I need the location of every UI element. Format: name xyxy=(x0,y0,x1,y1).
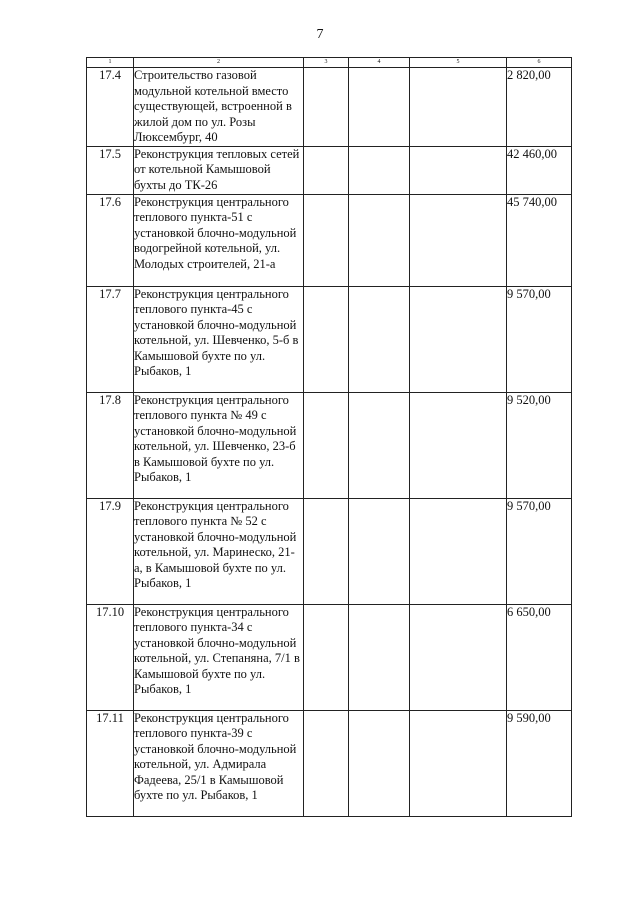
column-header: 1 xyxy=(87,58,134,68)
item-amount: 6 650,00 xyxy=(507,604,572,710)
column-header: 4 xyxy=(349,58,410,68)
item-number: 17.5 xyxy=(87,146,134,194)
item-number: 17.8 xyxy=(87,392,134,498)
empty-cell xyxy=(349,604,410,710)
item-amount: 9 590,00 xyxy=(507,710,572,816)
item-name: Реконструкция центрального теплового пункта № 49 с установкой блочно-модульной котельной, ул. Шевченко, 23-б в Камышовой бухте по ул. Рыбаков, 1 xyxy=(134,392,304,498)
item-number: 17.10 xyxy=(87,604,134,710)
item-amount: 2 820,00 xyxy=(507,68,572,147)
empty-cell xyxy=(349,286,410,392)
item-name: Реконструкция тепловых сетей от котельной Камышовой бухты до ТК-26 xyxy=(134,146,304,194)
table-row xyxy=(87,194,572,286)
empty-cell xyxy=(349,498,410,604)
empty-cell xyxy=(410,286,507,392)
page-number: 7 xyxy=(316,27,324,42)
column-header: 6 xyxy=(507,58,572,68)
item-amount: 9 520,00 xyxy=(507,392,572,498)
item-number: 17.9 xyxy=(87,498,134,604)
item-name: Реконструкция центрального теплового пункта-51 с установкой блочно-модульной водогрейной котельной, ул. Молодых строителей, 21-а xyxy=(134,194,304,286)
empty-cell xyxy=(304,68,349,147)
item-name: Реконструкция центрального теплового пункта-39 с установкой блочно-модульной котельной, ул. Адмирала Фадеева, 25/1 в Камышовой бухте по ул. Рыбаков, 1 xyxy=(134,710,304,816)
item-amount: 9 570,00 xyxy=(507,286,572,392)
empty-cell xyxy=(410,604,507,710)
works-table xyxy=(86,57,572,817)
empty-cell xyxy=(349,68,410,147)
table-row xyxy=(87,146,572,194)
empty-cell xyxy=(349,194,410,286)
empty-cell xyxy=(304,286,349,392)
empty-cell xyxy=(304,604,349,710)
empty-cell xyxy=(410,710,507,816)
empty-cell xyxy=(349,392,410,498)
column-header: 5 xyxy=(410,58,507,68)
table-row xyxy=(87,392,572,498)
empty-cell xyxy=(304,710,349,816)
empty-cell xyxy=(349,710,410,816)
item-name: Строительство газовой модульной котельной вместо существующей, встроенной в жилой дом по ул. Розы Люксембург, 40 xyxy=(134,68,304,147)
empty-cell xyxy=(304,498,349,604)
empty-cell xyxy=(410,194,507,286)
item-number: 17.7 xyxy=(87,286,134,392)
table-row xyxy=(87,498,572,604)
table-row xyxy=(87,68,572,147)
column-number-row xyxy=(87,58,572,68)
empty-cell xyxy=(304,146,349,194)
table-row xyxy=(87,286,572,392)
item-number: 17.6 xyxy=(87,194,134,286)
item-name: Реконструкция центрального теплового пункта-45 с установкой блочно-модульной котельной, ул. Шевченко, 5-б в Камышовой бухте по ул. Рыбаков, 1 xyxy=(134,286,304,392)
item-number: 17.4 xyxy=(87,68,134,147)
empty-cell xyxy=(410,68,507,147)
item-name: Реконструкция центрального теплового пункта № 52 с установкой блочно-модульной котельной, ул. Маринеско, 21-а, в Камышовой бухте по ул. Рыбаков, 1 xyxy=(134,498,304,604)
empty-cell xyxy=(304,392,349,498)
item-amount: 9 570,00 xyxy=(507,498,572,604)
item-amount: 42 460,00 xyxy=(507,146,572,194)
empty-cell xyxy=(410,146,507,194)
column-header: 2 xyxy=(134,58,304,68)
empty-cell xyxy=(410,392,507,498)
table-row xyxy=(87,710,572,816)
column-header: 3 xyxy=(304,58,349,68)
item-number: 17.11 xyxy=(87,710,134,816)
empty-cell xyxy=(304,194,349,286)
item-name: Реконструкция центрального теплового пункта-34 с установкой блочно-модульной котельной, ул. Степаняна, 7/1 в Камышовой бухте по ул. Рыбаков, 1 xyxy=(134,604,304,710)
item-amount: 45 740,00 xyxy=(507,194,572,286)
empty-cell xyxy=(349,146,410,194)
empty-cell xyxy=(410,498,507,604)
table-row xyxy=(87,604,572,710)
